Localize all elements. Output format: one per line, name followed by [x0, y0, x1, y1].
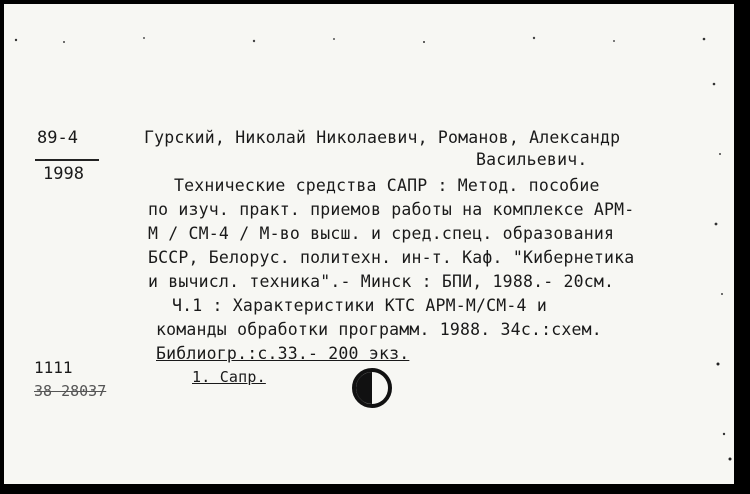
entry-title-cont-1: по изуч. практ. приемов работы на комплексе АРМ- — [148, 200, 635, 219]
entry-part-cont: команды обработки программ. 1988. 34с.:схем. — [156, 320, 602, 339]
inventory-number-struck: 38 28037 — [34, 382, 107, 400]
entry-publisher: БССР, Белорус. политехн. ин-т. Каф. "Кибернетика — [148, 248, 635, 267]
inventory-number: 1111 — [34, 358, 73, 377]
entry-title-cont-2: М / СМ-4 / М-во высш. и сред.спец. образования — [148, 224, 615, 243]
scan-border-left — [0, 0, 4, 494]
call-number-top: 89-4 — [37, 128, 78, 148]
call-number-bottom: 1998 — [43, 164, 84, 184]
entry-authors-cont: Васильевич. — [476, 150, 588, 169]
entry-part: Ч.1 : Характеристики КТС АРМ-М/СМ-4 и — [172, 296, 547, 315]
call-number-divider — [35, 159, 99, 161]
entry-notes: Библиогр.:с.33.- 200 экз. — [156, 344, 410, 363]
punch-hole-mark — [350, 364, 400, 414]
entry-title: Технические средства САПР : Метод. пособие — [174, 176, 600, 195]
scan-noise-right — [704, 64, 734, 464]
catalog-card — [4, 4, 734, 484]
entry-subject: 1. Сапр. — [192, 368, 266, 386]
entry-authors: Гурский, Николай Николаевич, Романов, Александр — [144, 128, 621, 147]
entry-imprint: и вычисл. техника".- Минск : БПИ, 1988.- 20см. — [148, 272, 615, 291]
scan-noise-top — [4, 32, 734, 52]
